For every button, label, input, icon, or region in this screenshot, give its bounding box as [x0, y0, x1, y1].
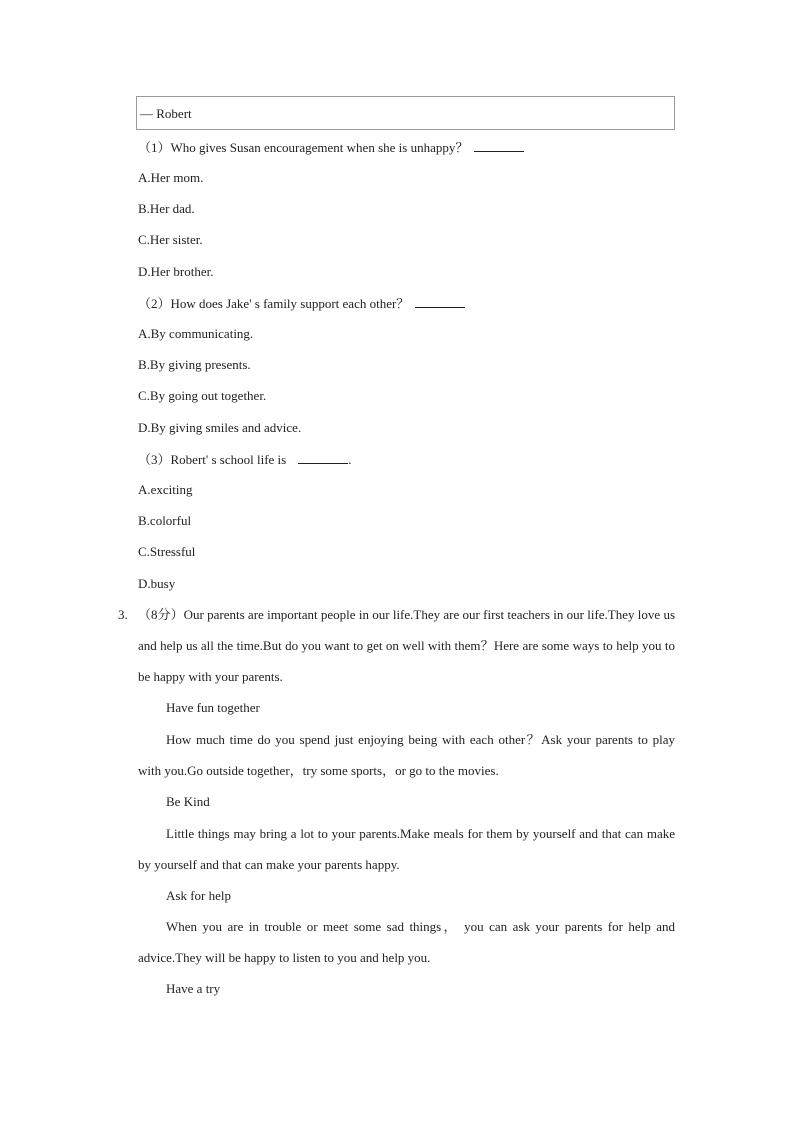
question-1-stem: （1）Who gives Susan encouragement when she is unhappy？ [138, 139, 524, 156]
answer-blank [415, 295, 465, 308]
answer-box [136, 96, 675, 130]
answer-blank [474, 139, 524, 152]
option-3a: A.exciting [138, 482, 193, 497]
option-1b: B.Her dad. [138, 201, 195, 216]
score-label: （8分） [138, 607, 184, 622]
option-2d: D.By giving smiles and advice. [138, 420, 302, 435]
section-body: When you are in trouble or meet some sad things， you can ask your parents for help and advice.They will be happy to listen to you and help you. [138, 919, 675, 965]
option-3d: D.busy [138, 576, 176, 591]
section3-intro: （8分）Our parents are important people in our life.They are our first teachers in our life.They love us and help us all the time.But do you want to get on well with them？Here are some ways to help you to be happy with your parents. [138, 607, 675, 684]
option-3b: B.colorful [138, 513, 192, 528]
option-3c: C.Stressful [138, 544, 196, 559]
option-2b: B.By giving presents. [138, 357, 251, 372]
section-body: How much time do you spend just enjoying being with each other？Ask your parents to play with you.Go outside together，try some sports，or go to the movies. [138, 732, 675, 778]
answer-blank [298, 451, 348, 464]
question-2-stem: （2）How does Jake' s family support each other？ [138, 295, 465, 312]
option-2a: A.By communicating. [138, 326, 254, 341]
section-body: Little things may bring a lot to your parents.Make meals for them by yourself and that can make by yourself and that can make your parents happy. [138, 826, 675, 872]
section-heading: Have fun together [166, 700, 260, 715]
question-3-stem: （3）Robert' s school life is . [138, 452, 352, 467]
question-number: 3. [118, 607, 128, 622]
option-1a: A.Her mom. [138, 170, 204, 185]
box-text: — Robert [140, 106, 192, 121]
section-heading: Ask for help [166, 888, 231, 903]
option-1c: C.Her sister. [138, 232, 203, 247]
option-2c: C.By going out together. [138, 388, 267, 403]
section-heading: Be Kind [166, 794, 210, 809]
option-1d: D.Her brother. [138, 264, 214, 279]
section-heading: Have a try [166, 981, 221, 996]
